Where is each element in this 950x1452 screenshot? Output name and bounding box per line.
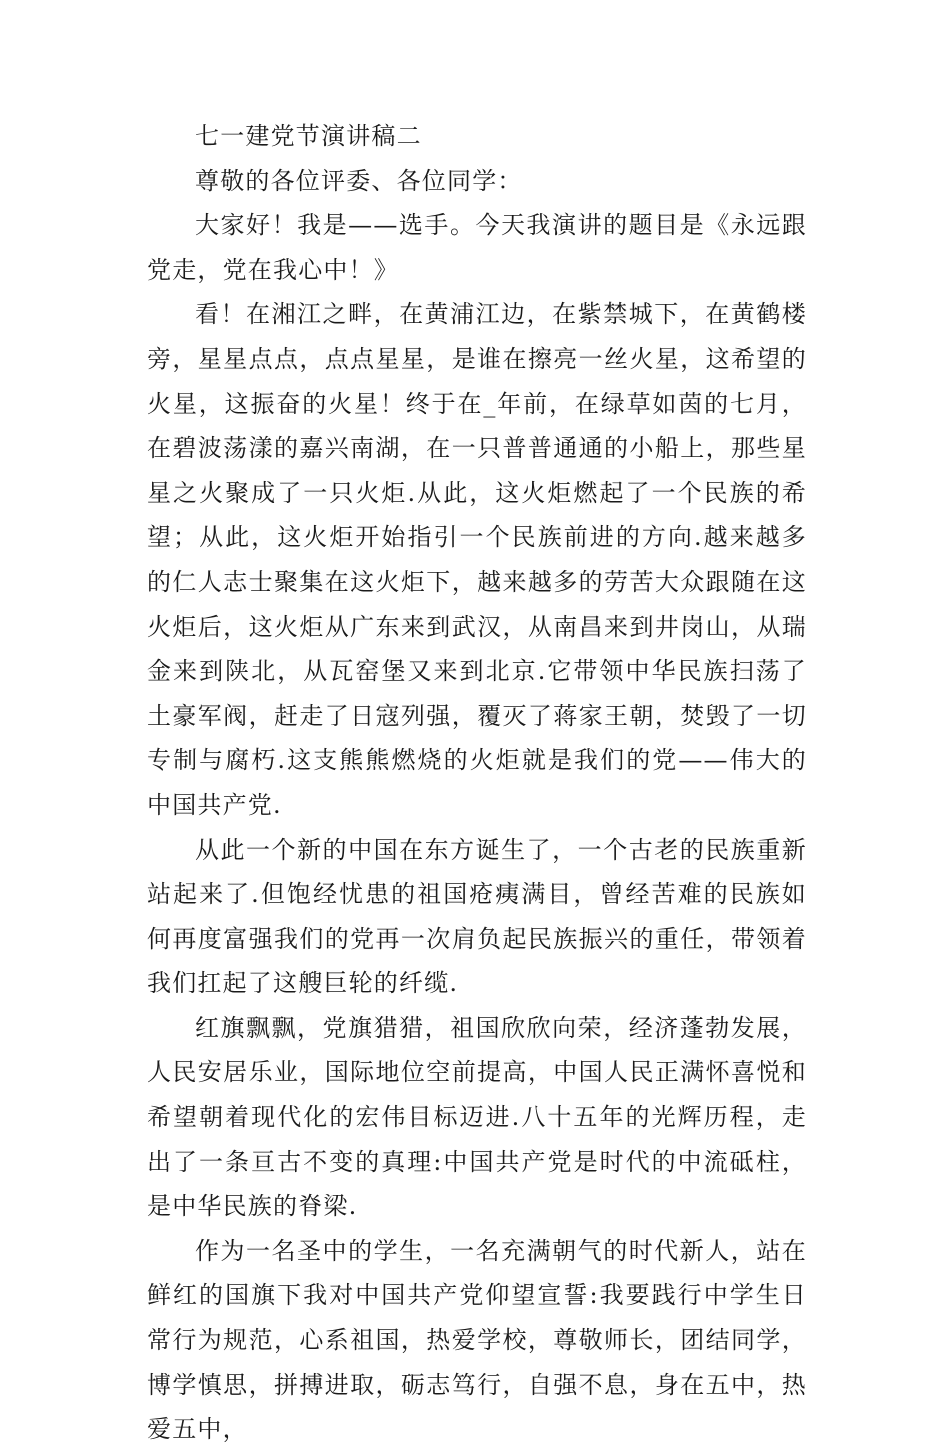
paragraph-prosperity: 红旗飘飘，党旗猎猎，祖国欣欣向荣，经济蓬勃发展，人民安居乐业，国际地位空前提高，中国人民正满怀喜悦和希望朝着现代化的宏伟目标迈进.八十五年的光辉历程，走出了一条亘古不变的真理:中国共产党是时代的中流砥柱，是中华民族的脊梁.: [147, 1013, 807, 1221]
document-title: 七一建党节演讲稿二: [195, 122, 422, 150]
paragraph-torch: 看！在湘江之畔，在黄浦江边，在紫禁城下，在黄鹤楼旁，星星点点，点点星星，是谁在擦亮一丝火星，这希望的火星，这振奋的火星！终于在_年前，在绿草如茵的七月，在碧波荡漾的嘉兴南湖，在一只普普通通的小船上，那些星星之火聚成了一只火炬.从此，这火炬燃起了一个民族的希望；从此，这火炬开始指引一个民族前进的方向.越来越多的仁人志士聚集在这火炬下，越来越多的劳苦大众跟随在这火炬后，这火炬从广东来到武汉，从南昌来到井岗山，从瑞金来到陕北，从瓦窑堡又来到北京.它带领中华民族扫荡了土豪军阀，赶走了日寇列强，覆灭了蒋家王朝，焚毁了一切专制与腐朽.这支熊熊燃烧的火炬就是我们的党——伟大的中国共产党.: [147, 300, 807, 819]
paragraph-new-china: 从此一个新的中国在东方诞生了，一个古老的民族重新站起来了.但饱经忧患的祖国疮痍满目，曾经苦难的民族如何再度富强我们的党再一次肩负起民族振兴的重任，带领着我们扛起了这艘巨轮的纤缆.: [147, 835, 807, 998]
paragraph-greeting: 大家好！我是——选手。今天我演讲的题目是《永远跟党走，党在我心中！》: [147, 211, 807, 284]
document-body: [147, 114, 807, 1452]
paragraph-pledge: 作为一名圣中的学生，一名充满朝气的时代新人，站在鲜红的国旗下我对中国共产党仰望宣誓:我要践行中学生日常行为规范，心系祖国，热爱学校，尊敬师长，团结同学，博学慎思，拼搏进取，砺志笃行，自强不息，身在五中，热爱五中，: [147, 1236, 807, 1444]
salutation: 尊敬的各位评委、各位同学：: [195, 166, 523, 195]
